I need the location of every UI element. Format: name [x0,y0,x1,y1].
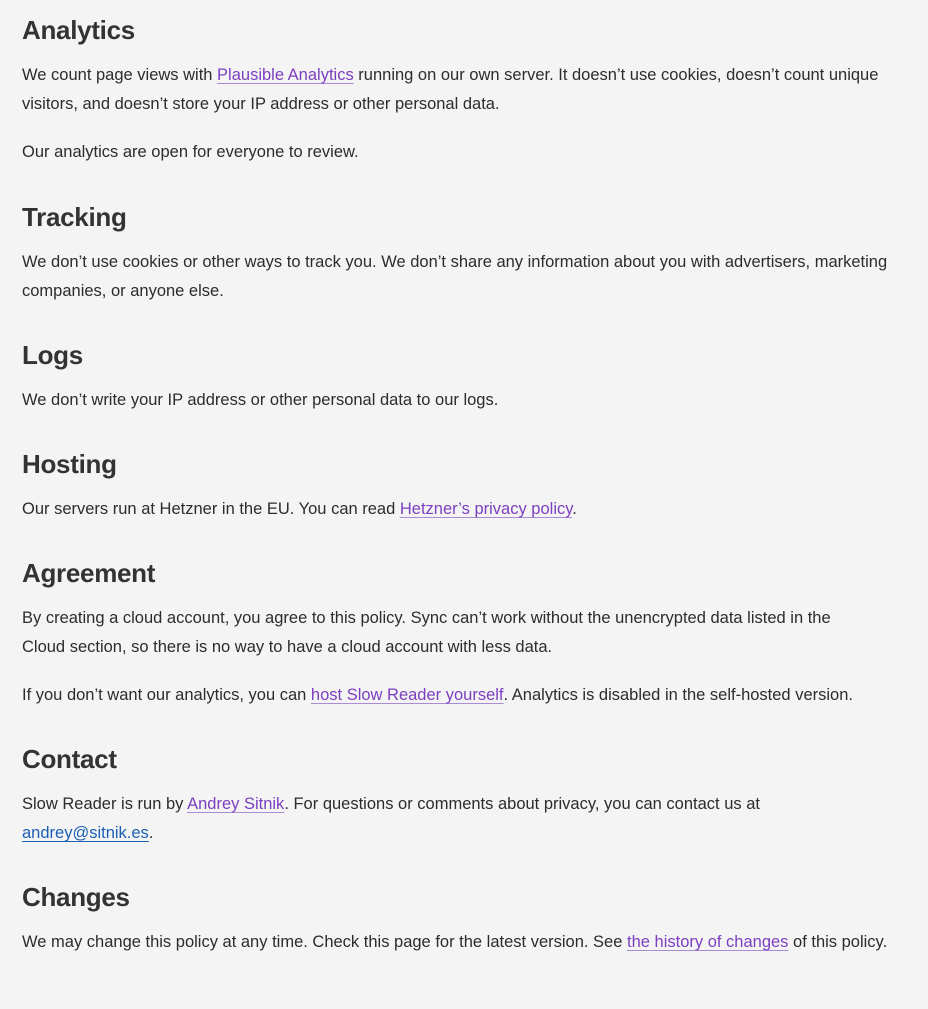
analytics-text-after: running on our own server. It doesn’t use cookies, doesn’t count unique visitors, and doesn’t store your IP address or other personal data. [22,66,879,113]
analytics-section [22,15,906,167]
email-link[interactable]: andrey@sitnik.es [22,824,149,842]
agreement-paragraph: By creating a cloud account, you agree to this policy. Sync can’t work without the unencrypted data listed in the Cloud section, so there is no way to have a cloud account with less data. [22,609,831,656]
tracking-section [22,202,906,306]
changes-section [22,882,906,957]
analytics-open-paragraph: Our analytics are open for everyone to review. [22,143,359,161]
contact-text-before: Slow Reader is run by [22,795,188,813]
logs-section [22,340,906,415]
hosting-text-after: . [572,500,577,518]
analytics-text-before: We count page views with [22,66,218,84]
logs-heading: Logs [22,340,83,370]
hosting-section [22,449,906,524]
contact-paragraph [22,790,767,848]
privacy-policy-content [0,15,928,957]
history-of-changes-link[interactable]: the history of changes [627,933,789,951]
agreement-heading: Agreement [22,558,156,588]
changes-paragraph [22,928,906,957]
agreement-section [22,558,906,710]
changes-text-before: We may change this policy at any time. Check this page for the latest version. See [22,933,627,951]
contact-heading: Contact [22,744,117,774]
contact-text-after: . [148,824,154,842]
logs-paragraph: We don’t write your IP address or other personal data to our logs. [22,391,499,409]
host-slow-reader-link[interactable]: host Slow Reader yourself [310,686,504,704]
agreement-text-after: . Analytics is disabled in the self-hosted version. [503,686,853,704]
hosting-paragraph [22,495,906,524]
tracking-heading: Tracking [22,202,127,232]
hosting-text-before: Our servers run at Hetzner in the EU. You can read [22,500,400,518]
agreement-text-before: If you don’t want our analytics, you can [22,686,311,704]
tracking-paragraph: We don’t use cookies or other ways to track you. We don’t share any information about you with advertisers, marketing companies, or anyone else. [22,253,888,300]
agreement-self-host-paragraph [22,681,906,710]
andrey-sitnik-link[interactable]: Andrey Sitnik [187,795,285,813]
contact-section [22,744,906,848]
changes-heading: Changes [22,882,130,912]
contact-text-middle: . For questions or comments about privacy, you can contact us at [284,795,760,813]
changes-text-after: of this policy. [788,933,888,951]
plausible-analytics-link[interactable]: Plausible Analytics [217,66,354,84]
analytics-paragraph [22,61,906,119]
analytics-heading: Analytics [22,15,135,45]
hosting-heading: Hosting [22,449,117,479]
hetzner-privacy-link[interactable]: Hetzner’s privacy policy [399,500,573,518]
